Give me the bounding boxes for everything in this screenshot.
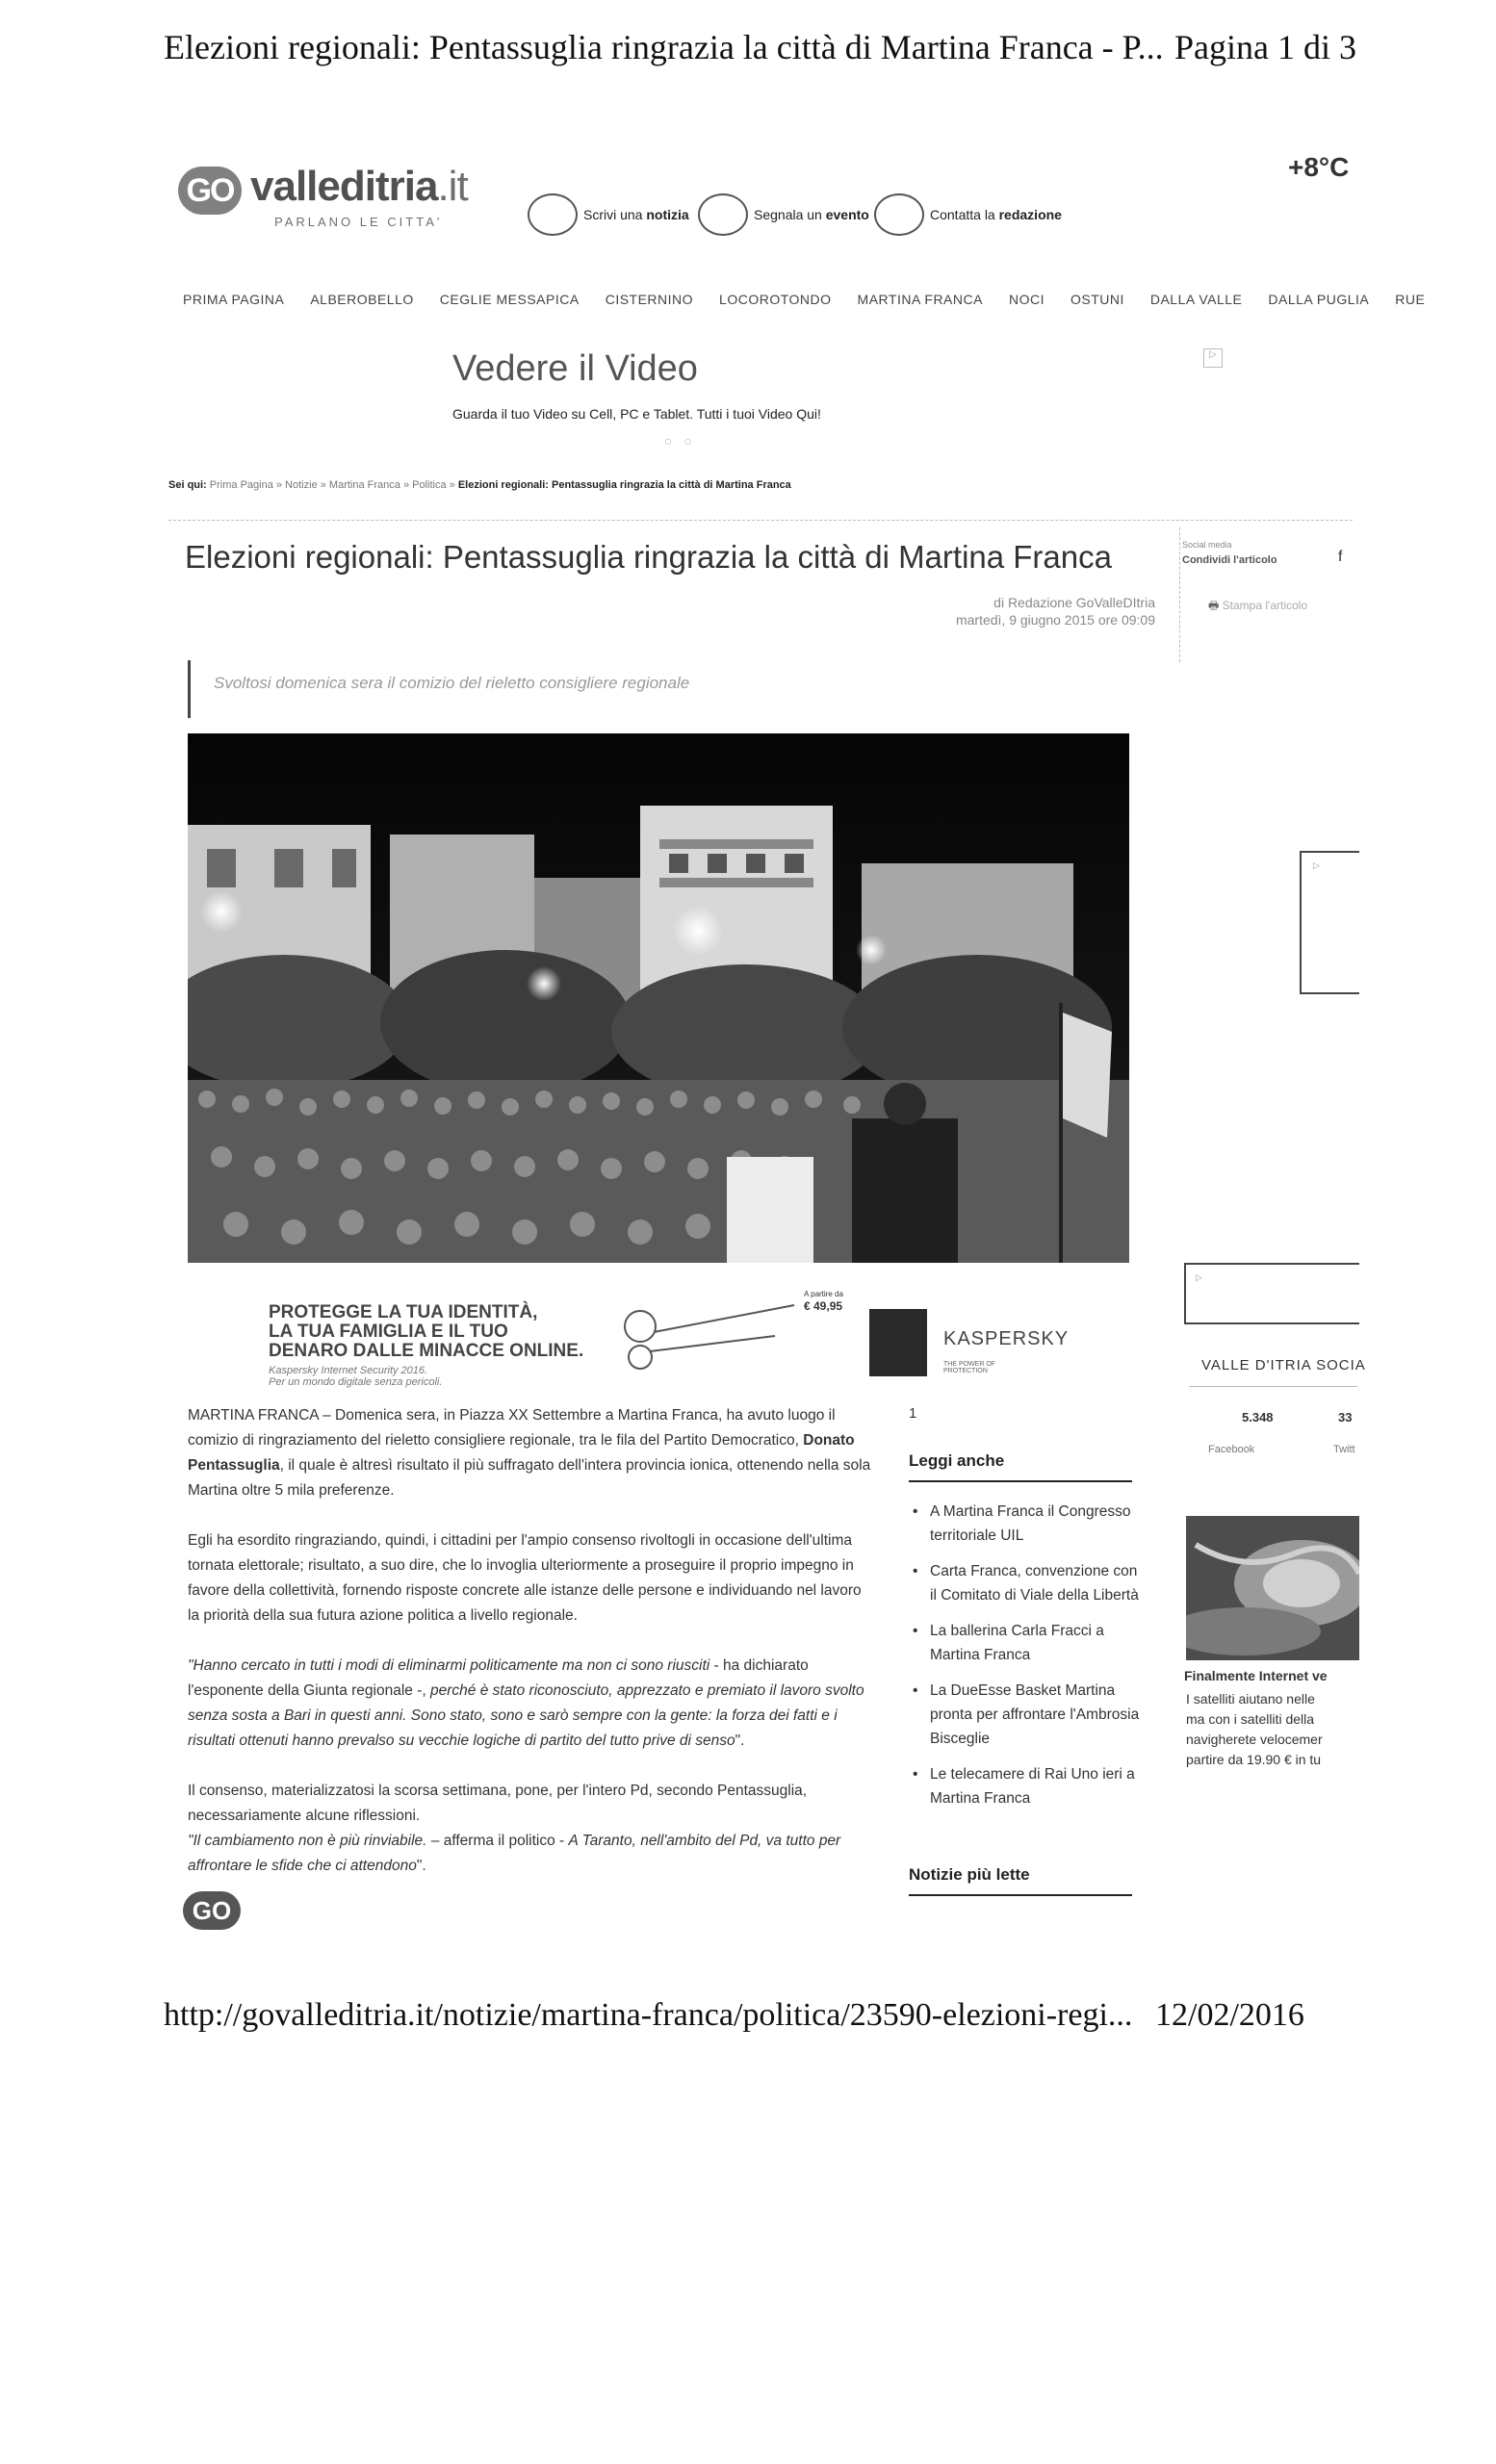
facebook-share-icon[interactable]: f bbox=[1338, 549, 1343, 565]
contact-editors-link[interactable]: Contatta la redazione bbox=[874, 192, 1062, 237]
article-author: di Redazione GoValleDItria bbox=[993, 595, 1155, 610]
video-ad-dots: ○ ○ bbox=[664, 433, 696, 449]
nav-item-cisternino[interactable]: CISTERNINO bbox=[605, 292, 694, 307]
banner-ad-subline: Kaspersky Internet Security 2016. Per un mondo digitale senza pericoli. bbox=[269, 1365, 443, 1388]
breadcrumb-current: Elezioni regionali: Pentassuglia ringrazia la città di Martina Franca bbox=[457, 479, 791, 491]
go-logo-stamp: GO bbox=[183, 1891, 241, 1930]
kaspersky-banner-ad[interactable] bbox=[265, 1288, 1070, 1388]
article-date: martedì, 9 giugno 2015 ore 09:09 bbox=[955, 612, 1155, 628]
divider bbox=[1189, 1386, 1357, 1387]
scissors-icon bbox=[611, 1297, 804, 1374]
related-article-link[interactable]: • A Martina Franca il Congresso territoriale UIL bbox=[909, 1500, 1140, 1548]
twitter-link[interactable]: Twitt bbox=[1333, 1444, 1355, 1455]
paragraph: Egli ha esordito ringraziando, quindi, i cittadini per l'ampio consenso rivoltogli in occasione dell'ultima tornata elettorale; risultato, a suo dire, che lo invoglia ulteriormente a proseguire il proprio impegno in favore della collettività, fornendo risposte concrete alle istanze delle persone e individuando nel lavoro la priorità della sua futura azione politica a livello regionale. bbox=[188, 1532, 862, 1624]
banner-ad-brand-tag: THE POWER OF PROTECTION bbox=[943, 1361, 996, 1374]
print-header-title: Elezioni regionali: Pentassuglia ringrazia la città di Martina Franca - P... bbox=[164, 28, 1164, 66]
print-footer-url: http://govalleditria.it/notizie/martina-franca/politica/23590-elezioni-regi... bbox=[164, 1997, 1133, 2033]
related-article-link[interactable]: • Le telecamere di Rai Uno ieri a Martina Franca bbox=[909, 1762, 1140, 1810]
notizie-piu-lette-heading: Notizie più lette bbox=[909, 1865, 1030, 1884]
breadcrumb: Sei qui: Prima Pagina » Notizie » Martina Franca » Politica » Elezioni regionali: Pentassuglia ringrazia la città di Martina Franca bbox=[168, 479, 791, 491]
ad-choices-icon: ▷ bbox=[1196, 1272, 1202, 1282]
nav-item-dalla-puglia[interactable]: DALLA PUGLIA bbox=[1268, 292, 1370, 307]
ad-choices-icon[interactable]: ▷ bbox=[1203, 348, 1223, 368]
twitter-count: 33 bbox=[1338, 1410, 1353, 1424]
print-article-link[interactable]: 🖶 Stampa l'articolo bbox=[1208, 599, 1308, 612]
nav-item-noci[interactable]: NOCI bbox=[1008, 292, 1045, 307]
megaphone-icon bbox=[528, 193, 578, 236]
temperature: +8°C bbox=[1288, 152, 1350, 182]
calendar-icon bbox=[698, 193, 748, 236]
share-label: Condividi l'articolo bbox=[1182, 554, 1277, 566]
counter-number: 1 bbox=[909, 1405, 917, 1422]
site-logo[interactable] bbox=[178, 159, 505, 236]
printer-icon: 🖶 bbox=[1208, 599, 1220, 612]
side-ad-frame[interactable] bbox=[1300, 851, 1359, 994]
product-box bbox=[869, 1309, 927, 1376]
nav-item-alberobello[interactable]: ALBEROBELLO bbox=[310, 292, 414, 307]
paragraph: MARTINA FRANCA – Domenica sera, in Piazza XX Settembre a Martina Franca, ha avuto luogo il comizio di ringraziamento del rieletto consigliere regionale, tra le fila del Partito Democratico, Donato Pentassuglia, il quale è altresì risultato il più suffragato dell'intera provincia ionica, ottenendo nella sola Martina oltre 5 mila preferenze. bbox=[188, 1407, 871, 1499]
side-ad-frame[interactable] bbox=[1184, 1263, 1359, 1324]
print-header bbox=[164, 27, 1356, 67]
banner-ad-brand: KASPERSKY bbox=[943, 1328, 1070, 1349]
leggi-anche-heading: Leggi anche bbox=[909, 1451, 1005, 1470]
print-footer bbox=[164, 1997, 1304, 2034]
banner-ad-price: A partire da € 49,95 bbox=[804, 1290, 843, 1313]
banner-ad-headline: PROTEGGE LA TUA IDENTITÀ, LA TUA FAMIGLIA E IL TUO DENARO DALLE MINACCE ONLINE. bbox=[269, 1302, 584, 1361]
satellite-promo-image[interactable] bbox=[1186, 1516, 1359, 1660]
nav-item-dalla-valle[interactable]: DALLA VALLE bbox=[1149, 292, 1243, 307]
logo-name: valleditria.it bbox=[250, 163, 468, 210]
logo-badge: GO bbox=[178, 167, 242, 215]
video-ad-title[interactable]: Vedere il Video bbox=[452, 348, 698, 389]
nav-item-locorotondo[interactable]: LOCOROTONDO bbox=[719, 292, 832, 307]
write-news-link[interactable]: Scrivi una notizia bbox=[528, 192, 689, 237]
ad-choices-icon: ▷ bbox=[1313, 860, 1320, 870]
nav-item-ceglie-messapica[interactable]: CEGLIE MESSAPICA bbox=[439, 292, 580, 307]
social-label: Social media bbox=[1182, 540, 1232, 550]
social-section-title: VALLE D'ITRIA SOCIA bbox=[1201, 1357, 1366, 1373]
article-lead: Svoltosi domenica sera il comizio del rieletto consigliere regionale bbox=[214, 674, 690, 692]
nav-item-prima-pagina[interactable]: PRIMA PAGINA bbox=[183, 292, 285, 307]
paragraph: Il consenso, materializzatosi la scorsa settimana, pone, per l'intero Pd, secondo Pentassuglia, necessariamente alcune riflessioni. bbox=[188, 1783, 808, 1824]
article-title: Elezioni regionali: Pentassuglia ringrazia la città di Martina Franca bbox=[185, 539, 1112, 575]
video-ad-subtitle: Guarda il tuo Video su Cell, PC e Tablet. Tutti i tuoi Video Qui! bbox=[452, 406, 821, 422]
lead-bar bbox=[188, 660, 191, 718]
related-article-link[interactable]: • Carta Franca, convenzione con il Comitato di Viale della Libertà bbox=[909, 1559, 1140, 1607]
related-articles-list bbox=[909, 1500, 1140, 1822]
print-header-page: Pagina 1 di 3 bbox=[1174, 28, 1356, 66]
divider bbox=[909, 1894, 1132, 1896]
report-event-link[interactable]: Segnala un evento bbox=[698, 192, 869, 237]
print-footer-date: 12/02/2016 bbox=[1155, 1997, 1304, 2033]
facebook-link[interactable]: Facebook bbox=[1208, 1444, 1255, 1455]
paragraph: "Hanno cercato in tutti i modi di eliminarmi politicamente ma non ci sono riusciti - ha dichiarato l'esponente della Giunta regionale -, perché è stato riconosciuto, apprezzato e premiato il lavoro svolto senza sosta a Bari in questi anni. Sono stato, sono e sarò sempre con la gente: la forza dei fatti e i risultati ottenuti hanno prevalso su vecchie logiche di partito del tutto prive di senso". bbox=[188, 1657, 864, 1749]
divider bbox=[909, 1480, 1132, 1482]
phone-icon bbox=[874, 193, 924, 236]
social-box bbox=[1182, 537, 1277, 568]
divider bbox=[1179, 527, 1180, 662]
nav-item-ostuni[interactable]: OSTUNI bbox=[1070, 292, 1124, 307]
nav-item-rue[interactable]: RUE bbox=[1395, 292, 1426, 307]
facebook-count: 5.348 bbox=[1242, 1410, 1274, 1424]
article-byline bbox=[857, 594, 1155, 629]
logo-tagline: PARLANO LE CITTA' bbox=[274, 215, 443, 229]
article-body bbox=[188, 1403, 876, 1904]
nav-item-martina-franca[interactable]: MARTINA FRANCA bbox=[857, 292, 983, 307]
related-article-link[interactable]: • La ballerina Carla Fracci a Martina Franca bbox=[909, 1619, 1140, 1667]
promo-title[interactable]: Finalmente Internet ve bbox=[1184, 1668, 1328, 1683]
breadcrumb-path[interactable]: Prima Pagina » Notizie » Martina Franca » Politica » bbox=[209, 479, 455, 491]
main-nav bbox=[183, 292, 1426, 307]
article-photo bbox=[188, 733, 1129, 1263]
paragraph: "Il cambiamento non è più rinviabile. – afferma il politico - A Taranto, nell'ambito del Pd, va tutto per affrontare le sfide che ci attendono". bbox=[188, 1833, 841, 1874]
related-article-link[interactable]: • La DueEsse Basket Martina pronta per affrontare l'Ambrosia Bisceglie bbox=[909, 1679, 1140, 1751]
promo-text: I satelliti aiutano nelle ma con i satelliti della navigherete velocemer partire da 19.90 € in tu bbox=[1186, 1691, 1323, 1767]
divider bbox=[168, 520, 1353, 521]
